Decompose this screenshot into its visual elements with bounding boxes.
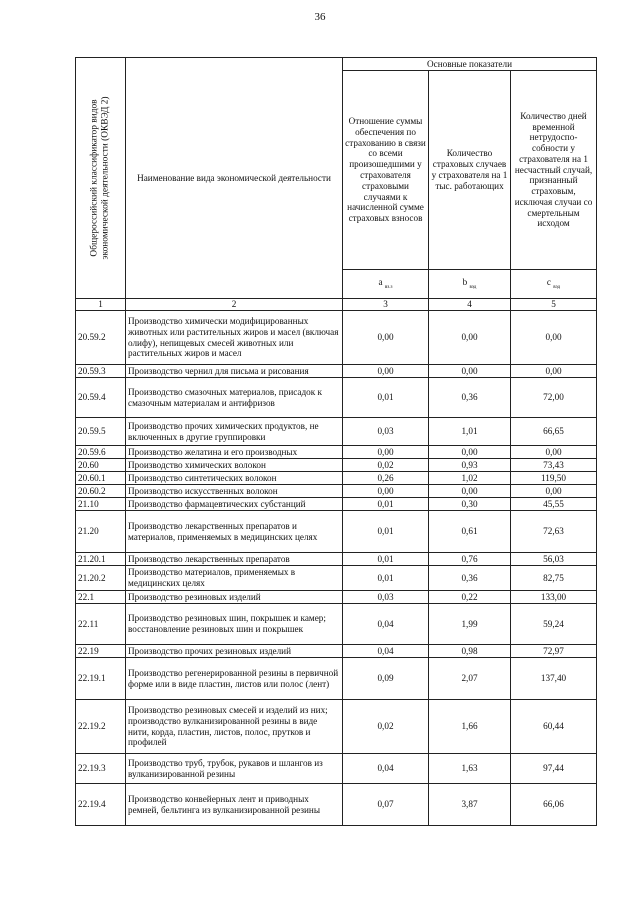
row-value-b: 2,07	[429, 658, 511, 700]
letter-a-sub: вз.з	[384, 284, 393, 290]
row-name: Производство прочих химических продуктов, не включенных в другие группировки	[126, 418, 343, 446]
row-code: 20.60	[76, 459, 126, 472]
row-value-b: 0,36	[429, 566, 511, 591]
row-value-b: 0,22	[429, 591, 511, 604]
row-value-b: 0,00	[429, 485, 511, 498]
row-value-a: 0,01	[343, 553, 429, 566]
header-okved-text: Общероссийский классификатор видов экономической деятельности (ОКВЭД 2)	[89, 96, 111, 260]
row-value-c: 45,55	[511, 498, 597, 511]
row-value-c: 60,44	[511, 700, 597, 754]
row-value-c: 0,00	[511, 485, 597, 498]
row-value-a: 0,09	[343, 658, 429, 700]
row-code: 20.59.3	[76, 365, 126, 378]
table-row	[76, 604, 597, 645]
row-value-c: 66,65	[511, 418, 597, 446]
row-name: Производство труб, трубок, рукавов и шлангов из вулканизированной резины	[126, 754, 343, 784]
row-code: 22.1	[76, 591, 126, 604]
row-name: Производство резиновых изделий	[126, 591, 343, 604]
row-code: 22.19	[76, 645, 126, 658]
row-value-a: 0,01	[343, 378, 429, 418]
table-row	[76, 485, 597, 498]
row-name: Производство чернил для письма и рисования	[126, 365, 343, 378]
table-row	[76, 472, 597, 485]
letter-c-sub: вэд	[553, 284, 561, 290]
table-row	[76, 446, 597, 459]
header-letter-a	[343, 270, 429, 299]
row-value-c: 72,63	[511, 511, 597, 553]
table-row	[76, 700, 597, 754]
row-code: 22.19.2	[76, 700, 126, 754]
row-code: 21.10	[76, 498, 126, 511]
column-number-5: 5	[511, 299, 597, 311]
row-value-b: 0,30	[429, 498, 511, 511]
row-value-b: 0,00	[429, 311, 511, 365]
row-value-a: 0,01	[343, 511, 429, 553]
row-value-b: 1,66	[429, 700, 511, 754]
column-numbers-row	[76, 299, 597, 311]
row-code: 20.59.4	[76, 378, 126, 418]
row-name: Производство конвейерных лент и приводных ремней, бельтинга из вулканизированной резины	[126, 784, 343, 826]
row-value-c: 0,00	[511, 446, 597, 459]
column-number-2: 2	[126, 299, 343, 311]
row-value-a: 0,00	[343, 365, 429, 378]
row-value-c: 72,97	[511, 645, 597, 658]
row-name: Производство желатина и его производных	[126, 446, 343, 459]
row-code: 20.59.2	[76, 311, 126, 365]
row-value-b: 0,00	[429, 365, 511, 378]
row-value-c: 73,43	[511, 459, 597, 472]
column-number-1: 1	[76, 299, 126, 311]
row-code: 21.20	[76, 511, 126, 553]
row-value-c: 0,00	[511, 365, 597, 378]
header-okved	[76, 58, 126, 299]
row-value-a: 0,04	[343, 604, 429, 645]
header-main-indicators: Основные показатели	[343, 58, 597, 71]
row-code: 21.20.2	[76, 566, 126, 591]
letter-b-sub: вэд	[469, 284, 477, 290]
row-name: Производство искусственных волокон	[126, 485, 343, 498]
letter-a: a	[378, 277, 383, 288]
row-value-a: 0,00	[343, 446, 429, 459]
row-name: Производство регенерированной резины в первичной форме или в виде пластин, листов или полос (лент)	[126, 658, 343, 700]
column-number-3: 3	[343, 299, 429, 311]
row-name: Производство смазочных материалов, присадок к смазочным материалам и антифризов	[126, 378, 343, 418]
page-number: 36	[314, 11, 326, 23]
table-row	[76, 658, 597, 700]
row-value-a: 0,02	[343, 459, 429, 472]
table-row	[76, 498, 597, 511]
header-activity-name: Наименование вида экономической деятельности	[126, 58, 343, 299]
row-code: 20.60.2	[76, 485, 126, 498]
row-name: Производство лекарственных препаратов	[126, 553, 343, 566]
table-row	[76, 566, 597, 591]
letter-b: b	[462, 277, 468, 288]
table-row	[76, 311, 597, 365]
row-value-c: 59,24	[511, 604, 597, 645]
table-row	[76, 418, 597, 446]
row-name: Производство резиновых смесей и изделий из них; производство вулканизированной резины в виде нити, корда, пластин, листов, полос, прутков и профилей	[126, 700, 343, 754]
row-name: Производство материалов, применяемых в медицинских целях	[126, 566, 343, 591]
column-number-4: 4	[429, 299, 511, 311]
row-value-a: 0,01	[343, 566, 429, 591]
row-value-b: 0,98	[429, 645, 511, 658]
row-value-b: 3,87	[429, 784, 511, 826]
row-name: Производство фармацевтических субстанций	[126, 498, 343, 511]
table-row	[76, 784, 597, 826]
row-value-c: 137,40	[511, 658, 597, 700]
row-value-c: 72,00	[511, 378, 597, 418]
row-name: Производство прочих резиновых изделий	[126, 645, 343, 658]
row-value-a: 0,01	[343, 498, 429, 511]
row-value-c: 133,00	[511, 591, 597, 604]
row-value-c: 0,00	[511, 311, 597, 365]
row-value-b: 1,99	[429, 604, 511, 645]
table-row	[76, 459, 597, 472]
row-code: 22.11	[76, 604, 126, 645]
row-value-a: 0,04	[343, 754, 429, 784]
header-cases: Количество страховых случаев у страхователя на 1 тыс. работающих	[429, 71, 511, 270]
row-code: 22.19.4	[76, 784, 126, 826]
header-days: Количество дней временной нетрудоспо-собности у страхователя на 1 несчастный случай, признанный страховым, исключая случаи со смертельным исходом	[511, 71, 597, 270]
row-value-c: 66,06	[511, 784, 597, 826]
table-row	[76, 378, 597, 418]
row-value-c: 56,03	[511, 553, 597, 566]
row-value-b: 0,61	[429, 511, 511, 553]
row-value-a: 0,04	[343, 645, 429, 658]
row-value-b: 1,01	[429, 418, 511, 446]
header-letter-c	[511, 270, 597, 299]
header-letter-b	[429, 270, 511, 299]
table-row	[76, 365, 597, 378]
row-name: Производство химических волокон	[126, 459, 343, 472]
row-value-c: 119,50	[511, 472, 597, 485]
row-value-b: 0,36	[429, 378, 511, 418]
row-value-a: 0,03	[343, 591, 429, 604]
row-value-a: 0,03	[343, 418, 429, 446]
row-code: 20.59.5	[76, 418, 126, 446]
row-code: 20.60.1	[76, 472, 126, 485]
table-row	[76, 591, 597, 604]
table-row	[76, 511, 597, 553]
table-row	[76, 754, 597, 784]
row-name: Производство резиновых шин, покрышек и камер; восстановление резиновых шин и покрышек	[126, 604, 343, 645]
row-value-c: 97,44	[511, 754, 597, 784]
row-value-a: 0,07	[343, 784, 429, 826]
row-value-b: 0,93	[429, 459, 511, 472]
row-value-b: 1,02	[429, 472, 511, 485]
row-code: 22.19.1	[76, 658, 126, 700]
row-code: 20.59.6	[76, 446, 126, 459]
row-code: 22.19.3	[76, 754, 126, 784]
row-value-b: 1,63	[429, 754, 511, 784]
row-value-a: 0,26	[343, 472, 429, 485]
row-value-a: 0,02	[343, 700, 429, 754]
indicators-table	[75, 57, 597, 826]
header-ratio: Отношение суммы обеспечения по страхованию в связи со всеми произошедшими у страхователя страховыми случаями к начисленной сумме страховых взносов	[343, 71, 429, 270]
row-name: Производство лекарственных препаратов и материалов, применяемых в медицинских целях	[126, 511, 343, 553]
table-row	[76, 553, 597, 566]
row-name: Производство химически модифицированных животных или растительных жиров и масел (включая олифу), непищевых смесей животных или растительных жиров и масел	[126, 311, 343, 365]
row-code: 21.20.1	[76, 553, 126, 566]
letter-c: c	[546, 277, 551, 288]
table-row	[76, 645, 597, 658]
header-row-group	[76, 58, 597, 71]
row-value-b: 0,76	[429, 553, 511, 566]
row-value-a: 0,00	[343, 485, 429, 498]
row-value-b: 0,00	[429, 446, 511, 459]
row-value-c: 82,75	[511, 566, 597, 591]
row-name: Производство синтетических волокон	[126, 472, 343, 485]
row-value-a: 0,00	[343, 311, 429, 365]
